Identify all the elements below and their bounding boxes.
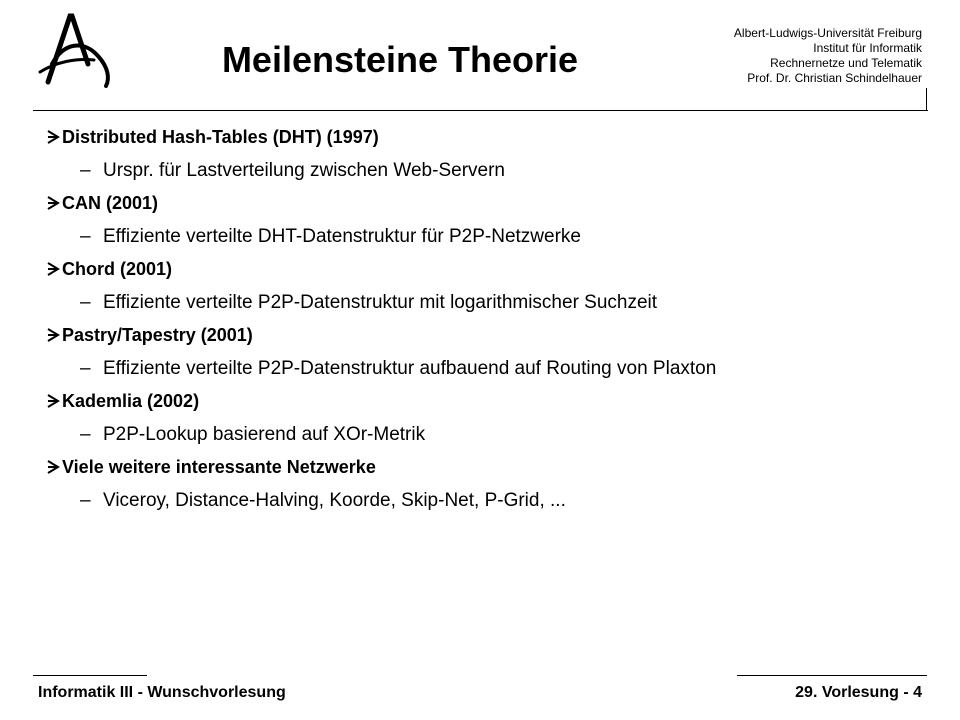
arrow-bullet-icon <box>46 328 62 342</box>
arrow-bullet-icon <box>46 130 62 144</box>
sub-item-text: Effiziente verteilte P2P-Datenstruktur aufbauend auf Routing von Plaxton <box>103 357 717 379</box>
header-rule <box>33 110 928 111</box>
arrow-bullet-icon <box>46 262 62 276</box>
arrow-bullet-icon <box>46 460 62 474</box>
bullet-item <box>46 385 926 417</box>
bullet-item <box>46 451 926 483</box>
lecture-page-number: 29. Vorlesung - 4 <box>795 684 922 701</box>
bullet-heading: Chord (2001) <box>62 258 173 279</box>
chair-name: Rechnernetze und Telematik <box>770 56 922 70</box>
bullet-item <box>46 187 926 219</box>
sub-item <box>46 417 926 451</box>
sub-item-text: Urspr. für Lastverteilung zwischen Web-Servern <box>103 159 505 181</box>
sub-item-text: P2P-Lookup basierend auf XOr-Metrik <box>103 423 426 445</box>
sub-item-text: Viceroy, Distance-Halving, Koorde, Skip-Net, P-Grid, ... <box>103 489 566 511</box>
bullet-heading: Kademlia (2002) <box>62 390 200 411</box>
dash-marker: – <box>80 291 91 313</box>
dash-marker: – <box>80 423 91 445</box>
bullet-heading: Pastry/Tapestry (2001) <box>62 324 253 345</box>
header-rule-corner <box>926 88 927 111</box>
institute-name: Institut für Informatik <box>813 41 922 55</box>
sub-item <box>46 285 926 319</box>
footer-rule-left <box>33 675 147 676</box>
sub-item-text: Effiziente verteilte P2P-Datenstruktur mit logarithmischer Suchzeit <box>103 291 658 313</box>
dash-marker: – <box>80 489 91 511</box>
university-name: Albert-Ludwigs-Universität Freiburg <box>733 26 922 40</box>
dash-marker: – <box>80 159 91 181</box>
bullet-heading: Viele weitere interessante Netzwerke <box>62 456 376 477</box>
arrow-bullet-icon <box>46 394 62 408</box>
course-name: Informatik III - Wunschvorlesung <box>38 684 286 701</box>
institution-block <box>734 26 922 86</box>
sub-item <box>46 153 926 187</box>
footer-rule-right <box>737 675 927 676</box>
arrow-bullet-icon <box>46 196 62 210</box>
bullet-item <box>46 121 926 153</box>
sub-item <box>46 351 926 385</box>
bullet-heading: CAN (2001) <box>62 192 159 213</box>
dash-marker: – <box>80 225 91 247</box>
slide-content <box>46 121 926 517</box>
professor-name: Prof. Dr. Christian Schindelhauer <box>747 71 922 85</box>
bullet-item <box>46 319 926 351</box>
bullet-heading: Distributed Hash-Tables (DHT) (1997) <box>62 126 379 147</box>
sub-item <box>46 483 926 517</box>
bullet-item <box>46 253 926 285</box>
sub-item-text: Effiziente verteilte DHT-Datenstruktur für P2P-Netzwerke <box>103 225 581 247</box>
sub-item <box>46 219 926 253</box>
slide-title: Meilensteine Theorie <box>221 39 579 80</box>
dash-marker: – <box>80 357 91 379</box>
